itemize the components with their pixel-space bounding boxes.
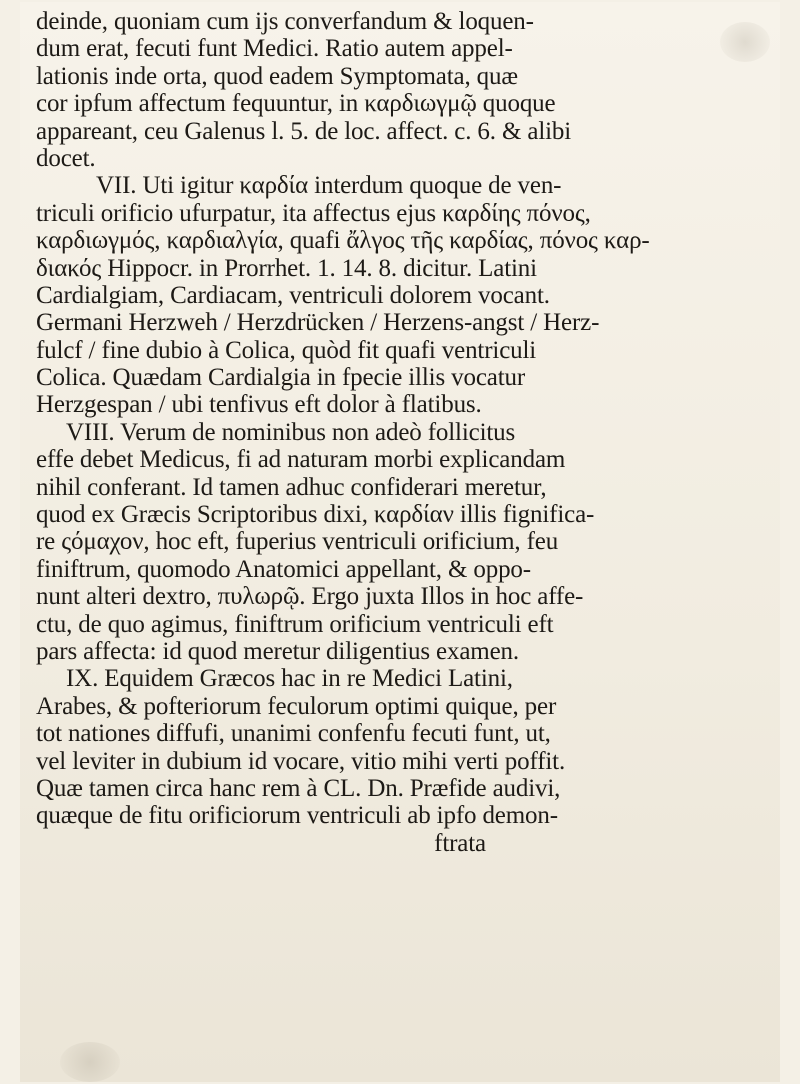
text-line: re ςόμαχον, hoc eft, fuperius ventriculi orificium, feu (36, 528, 559, 556)
text-line: docet. (36, 144, 96, 172)
text-line: Quæ tamen circa hanc rem à CL. Dn. Præfide audivi, (36, 774, 561, 802)
text-line: deinde, quoniam cum ijs converfandum & loquen- (36, 8, 534, 35)
text-line: quæque de fitu orificiorum ventriculi ab ipfo demon- (36, 802, 558, 830)
stain-mark (60, 1042, 120, 1082)
text-line: Colica. Quædam Cardialgia in fpecie illis vocatur (36, 364, 526, 392)
book-page (20, 2, 780, 1082)
text-line: effe debet Medicus, fi ad naturam morbi explicandam (36, 446, 566, 474)
text-line: Cardialgiam, Cardiacam, ventriculi dolorem vocant. (36, 281, 550, 309)
text-line: finiftrum, quomodo Anatomici appellant, & oppo- (36, 555, 531, 583)
text-body (36, 8, 716, 857)
text-line: Herzgespan / ubi tenfivus eft dolor à flatibus. (36, 391, 482, 419)
text-line: καρδιωγμός, καρδιαλγία, quafi ἄλγος τῆς καρδίας, πόνος καρ- (36, 227, 650, 255)
stain-mark (720, 22, 770, 62)
section-heading-vii: VII. Uti igitur καρδία interdum quoque de ven- (96, 172, 562, 200)
text-line: quod ex Græcis Scriptoribus dixi, καρδίαν illis fignifica- (36, 501, 595, 529)
catchword: ftrata (434, 829, 486, 857)
text-line: Arabes, & pofteriorum feculorum optimi quique, per (36, 692, 557, 720)
section-heading-ix: IX. Equidem Græcos hac in re Medici Latini, (66, 665, 513, 693)
text-line: triculi orificio ufurpatur, ita affectus ejus καρδίης πόνος, (36, 199, 591, 227)
text-line: nihil conferant. Id tamen adhuc confiderari meretur, (36, 473, 547, 501)
text-line: διακός Hippocr. in Prorrhet. 1. 14. 8. dicitur. Latini (36, 254, 537, 282)
section-heading-viii: VIII. Verum de nominibus non adeò follicitus (66, 418, 516, 446)
text-line: lationis inde orta, quod eadem Symptomata, quæ (36, 62, 518, 90)
text-line: Germani Herzweh / Herzdrücken / Herzens-angst / Herz- (36, 309, 600, 337)
text-line: appareant, ceu Galenus l. 5. de loc. affect. c. 6. & alibi (36, 117, 572, 145)
text-line: pars affecta: id quod meretur diligentius examen. (36, 637, 519, 665)
text-line: fulcf / fine dubio à Colica, quòd fit quafi ventriculi (36, 336, 537, 364)
text-line: tot nationes diffufi, unanimi confenfu fecuti funt, ut, (36, 720, 551, 748)
text-line: dum erat, fecuti funt Medici. Ratio autem appel- (36, 35, 513, 63)
text-line: cor ipfum affectum fequuntur, in καρδιωγμῷ quoque (36, 90, 556, 118)
text-line: vel leviter in dubium id vocare, vitio mihi verti poffit. (36, 747, 566, 775)
text-line: ctu, de quo agimus, finiftrum orificium ventriculi eft (36, 610, 554, 638)
text-line: nunt alteri dextro, πυλωρῷ. Ergo juxta Illos in hoc affe- (36, 583, 584, 611)
